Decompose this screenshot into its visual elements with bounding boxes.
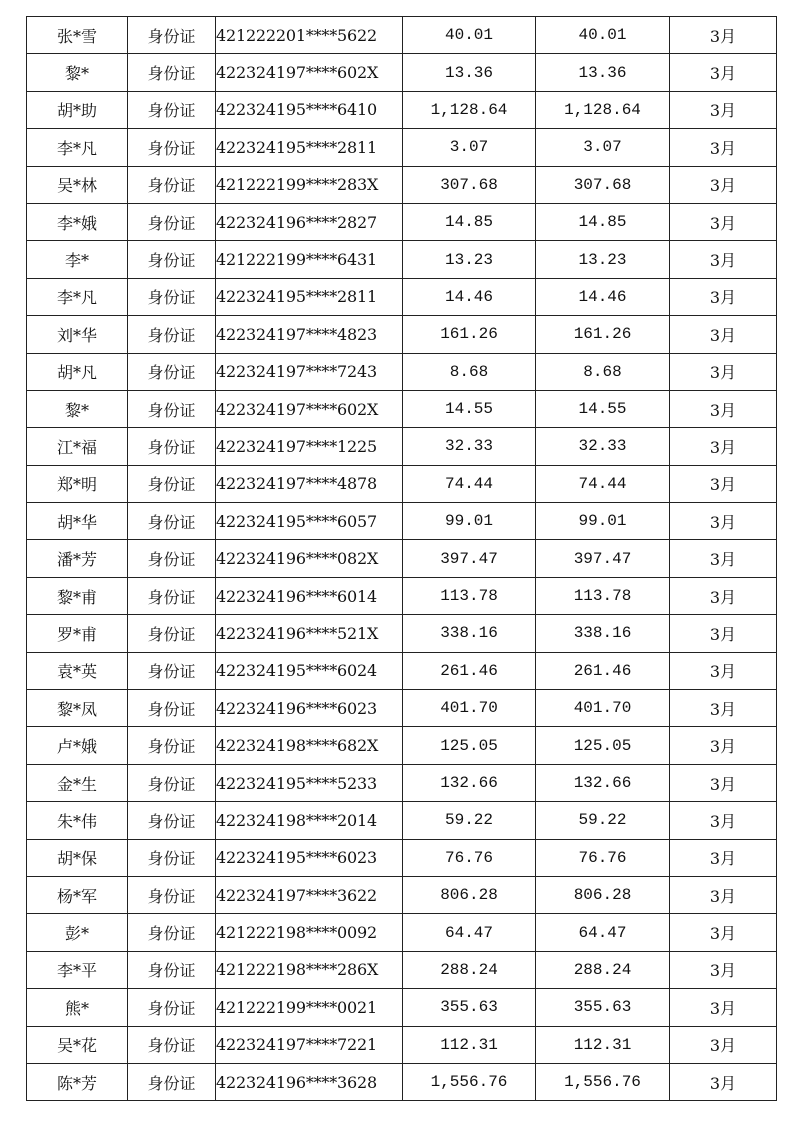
month-cell: 3月	[670, 1026, 777, 1063]
amount-paid-cell: 14.85	[536, 203, 670, 240]
payment-table	[26, 16, 777, 1101]
table-row	[27, 951, 777, 988]
table-row	[27, 989, 777, 1026]
id-number-cell: 422324197****7243	[216, 353, 403, 390]
amount-cell: 307.68	[403, 166, 536, 203]
month-cell: 3月	[670, 914, 777, 951]
table-row	[27, 278, 777, 315]
table-row	[27, 17, 777, 54]
name-cell: 熊*	[27, 989, 128, 1026]
name-cell: 胡*凡	[27, 353, 128, 390]
month-cell: 3月	[670, 1063, 777, 1100]
id-number-cell: 422324197****1225	[216, 428, 403, 465]
table-row	[27, 166, 777, 203]
name-cell: 黎*	[27, 390, 128, 427]
amount-paid-cell: 132.66	[536, 764, 670, 801]
table-row	[27, 615, 777, 652]
table-row	[27, 764, 777, 801]
amount-paid-cell: 8.68	[536, 353, 670, 390]
amount-cell: 112.31	[403, 1026, 536, 1063]
amount-cell: 288.24	[403, 951, 536, 988]
amount-cell: 161.26	[403, 316, 536, 353]
id-number-cell: 421222198****0092	[216, 914, 403, 951]
amount-cell: 40.01	[403, 17, 536, 54]
month-cell: 3月	[670, 203, 777, 240]
amount-cell: 113.78	[403, 577, 536, 614]
name-cell: 黎*	[27, 54, 128, 91]
id-number-cell: 422324195****6057	[216, 503, 403, 540]
month-cell: 3月	[670, 951, 777, 988]
amount-cell: 401.70	[403, 690, 536, 727]
amount-paid-cell: 13.36	[536, 54, 670, 91]
month-cell: 3月	[670, 166, 777, 203]
id-number-cell: 422324196****6023	[216, 690, 403, 727]
table-row	[27, 203, 777, 240]
amount-cell: 32.33	[403, 428, 536, 465]
name-cell: 陈*芳	[27, 1063, 128, 1100]
name-cell: 黎*凤	[27, 690, 128, 727]
amount-cell: 806.28	[403, 876, 536, 913]
id-type-cell: 身份证	[128, 390, 216, 427]
id-type-cell: 身份证	[128, 1026, 216, 1063]
amount-paid-cell: 112.31	[536, 1026, 670, 1063]
amount-paid-cell: 14.55	[536, 390, 670, 427]
name-cell: 张*雪	[27, 17, 128, 54]
table-row	[27, 1026, 777, 1063]
amount-paid-cell: 261.46	[536, 652, 670, 689]
month-cell: 3月	[670, 690, 777, 727]
id-number-cell: 422324197****7221	[216, 1026, 403, 1063]
name-cell: 金*生	[27, 764, 128, 801]
amount-cell: 125.05	[403, 727, 536, 764]
id-number-cell: 421222201****5622	[216, 17, 403, 54]
amount-paid-cell: 59.22	[536, 802, 670, 839]
month-cell: 3月	[670, 17, 777, 54]
table-row	[27, 802, 777, 839]
id-number-cell: 422324196****2827	[216, 203, 403, 240]
id-type-cell: 身份证	[128, 876, 216, 913]
id-number-cell: 422324196****521X	[216, 615, 403, 652]
amount-cell: 14.85	[403, 203, 536, 240]
month-cell: 3月	[670, 652, 777, 689]
table-row	[27, 129, 777, 166]
amount-cell: 13.36	[403, 54, 536, 91]
id-type-cell: 身份证	[128, 17, 216, 54]
name-cell: 黎*甫	[27, 577, 128, 614]
table-row	[27, 54, 777, 91]
id-number-cell: 422324195****6024	[216, 652, 403, 689]
amount-cell: 1,556.76	[403, 1063, 536, 1100]
id-type-cell: 身份证	[128, 54, 216, 91]
amount-cell: 13.23	[403, 241, 536, 278]
amount-cell: 8.68	[403, 353, 536, 390]
id-number-cell: 422324197****602X	[216, 390, 403, 427]
amount-cell: 132.66	[403, 764, 536, 801]
name-cell: 胡*助	[27, 91, 128, 128]
amount-paid-cell: 64.47	[536, 914, 670, 951]
month-cell: 3月	[670, 540, 777, 577]
amount-cell: 338.16	[403, 615, 536, 652]
month-cell: 3月	[670, 876, 777, 913]
amount-paid-cell: 1,556.76	[536, 1063, 670, 1100]
amount-paid-cell: 14.46	[536, 278, 670, 315]
id-number-cell: 422324195****2811	[216, 129, 403, 166]
name-cell: 袁*英	[27, 652, 128, 689]
id-type-cell: 身份证	[128, 428, 216, 465]
table-row	[27, 390, 777, 427]
table-row	[27, 353, 777, 390]
id-number-cell: 422324195****6023	[216, 839, 403, 876]
name-cell: 卢*娥	[27, 727, 128, 764]
id-type-cell: 身份证	[128, 577, 216, 614]
id-number-cell: 422324198****2014	[216, 802, 403, 839]
table-row	[27, 1063, 777, 1100]
table-row	[27, 876, 777, 913]
amount-paid-cell: 401.70	[536, 690, 670, 727]
name-cell: 江*福	[27, 428, 128, 465]
amount-paid-cell: 125.05	[536, 727, 670, 764]
id-number-cell: 422324195****6410	[216, 91, 403, 128]
amount-paid-cell: 355.63	[536, 989, 670, 1026]
name-cell: 吴*花	[27, 1026, 128, 1063]
amount-paid-cell: 3.07	[536, 129, 670, 166]
id-number-cell: 422324195****5233	[216, 764, 403, 801]
amount-cell: 3.07	[403, 129, 536, 166]
amount-paid-cell: 338.16	[536, 615, 670, 652]
name-cell: 李*	[27, 241, 128, 278]
month-cell: 3月	[670, 353, 777, 390]
amount-paid-cell: 1,128.64	[536, 91, 670, 128]
name-cell: 李*平	[27, 951, 128, 988]
id-number-cell: 422324196****6014	[216, 577, 403, 614]
id-type-cell: 身份证	[128, 241, 216, 278]
month-cell: 3月	[670, 989, 777, 1026]
id-number-cell: 422324197****4823	[216, 316, 403, 353]
amount-cell: 99.01	[403, 503, 536, 540]
id-number-cell: 422324197****4878	[216, 465, 403, 502]
amount-paid-cell: 32.33	[536, 428, 670, 465]
id-number-cell: 422324197****602X	[216, 54, 403, 91]
table-row	[27, 316, 777, 353]
amount-cell: 59.22	[403, 802, 536, 839]
table-row	[27, 577, 777, 614]
name-cell: 彭*	[27, 914, 128, 951]
id-number-cell: 421222198****286X	[216, 951, 403, 988]
id-type-cell: 身份证	[128, 503, 216, 540]
id-number-cell: 422324197****3622	[216, 876, 403, 913]
amount-paid-cell: 288.24	[536, 951, 670, 988]
id-type-cell: 身份证	[128, 91, 216, 128]
id-type-cell: 身份证	[128, 690, 216, 727]
id-type-cell: 身份证	[128, 278, 216, 315]
amount-paid-cell: 13.23	[536, 241, 670, 278]
name-cell: 罗*甫	[27, 615, 128, 652]
id-number-cell: 421222199****0021	[216, 989, 403, 1026]
id-type-cell: 身份证	[128, 839, 216, 876]
month-cell: 3月	[670, 428, 777, 465]
id-type-cell: 身份证	[128, 989, 216, 1026]
name-cell: 朱*伟	[27, 802, 128, 839]
amount-paid-cell: 113.78	[536, 577, 670, 614]
name-cell: 潘*芳	[27, 540, 128, 577]
id-type-cell: 身份证	[128, 465, 216, 502]
month-cell: 3月	[670, 465, 777, 502]
amount-paid-cell: 397.47	[536, 540, 670, 577]
name-cell: 胡*保	[27, 839, 128, 876]
table-row	[27, 914, 777, 951]
month-cell: 3月	[670, 278, 777, 315]
id-type-cell: 身份证	[128, 914, 216, 951]
amount-paid-cell: 806.28	[536, 876, 670, 913]
id-type-cell: 身份证	[128, 727, 216, 764]
month-cell: 3月	[670, 615, 777, 652]
month-cell: 3月	[670, 241, 777, 278]
id-number-cell: 422324195****2811	[216, 278, 403, 315]
month-cell: 3月	[670, 503, 777, 540]
month-cell: 3月	[670, 316, 777, 353]
amount-cell: 74.44	[403, 465, 536, 502]
table-row	[27, 241, 777, 278]
amount-paid-cell: 40.01	[536, 17, 670, 54]
table-row	[27, 652, 777, 689]
table-row	[27, 690, 777, 727]
table-body	[27, 17, 777, 1101]
id-number-cell: 421222199****283X	[216, 166, 403, 203]
id-type-cell: 身份证	[128, 353, 216, 390]
amount-paid-cell: 161.26	[536, 316, 670, 353]
name-cell: 胡*华	[27, 503, 128, 540]
amount-cell: 14.46	[403, 278, 536, 315]
amount-cell: 397.47	[403, 540, 536, 577]
table-row	[27, 465, 777, 502]
month-cell: 3月	[670, 764, 777, 801]
month-cell: 3月	[670, 54, 777, 91]
id-type-cell: 身份证	[128, 129, 216, 166]
name-cell: 李*凡	[27, 129, 128, 166]
amount-paid-cell: 307.68	[536, 166, 670, 203]
id-number-cell: 421222199****6431	[216, 241, 403, 278]
month-cell: 3月	[670, 129, 777, 166]
name-cell: 郑*明	[27, 465, 128, 502]
month-cell: 3月	[670, 390, 777, 427]
table-row	[27, 540, 777, 577]
name-cell: 杨*军	[27, 876, 128, 913]
id-type-cell: 身份证	[128, 615, 216, 652]
amount-paid-cell: 74.44	[536, 465, 670, 502]
name-cell: 李*娥	[27, 203, 128, 240]
table-row	[27, 91, 777, 128]
amount-paid-cell: 76.76	[536, 839, 670, 876]
month-cell: 3月	[670, 839, 777, 876]
amount-cell: 355.63	[403, 989, 536, 1026]
amount-cell: 14.55	[403, 390, 536, 427]
id-number-cell: 422324196****3628	[216, 1063, 403, 1100]
month-cell: 3月	[670, 91, 777, 128]
id-type-cell: 身份证	[128, 316, 216, 353]
id-type-cell: 身份证	[128, 652, 216, 689]
id-number-cell: 422324198****682X	[216, 727, 403, 764]
table-row	[27, 727, 777, 764]
id-type-cell: 身份证	[128, 1063, 216, 1100]
name-cell: 吴*林	[27, 166, 128, 203]
amount-cell: 1,128.64	[403, 91, 536, 128]
month-cell: 3月	[670, 802, 777, 839]
id-number-cell: 422324196****082X	[216, 540, 403, 577]
amount-cell: 261.46	[403, 652, 536, 689]
id-type-cell: 身份证	[128, 764, 216, 801]
table-row	[27, 503, 777, 540]
table-row	[27, 428, 777, 465]
name-cell: 李*凡	[27, 278, 128, 315]
month-cell: 3月	[670, 727, 777, 764]
id-type-cell: 身份证	[128, 166, 216, 203]
amount-cell: 64.47	[403, 914, 536, 951]
id-type-cell: 身份证	[128, 951, 216, 988]
amount-cell: 76.76	[403, 839, 536, 876]
id-type-cell: 身份证	[128, 802, 216, 839]
name-cell: 刘*华	[27, 316, 128, 353]
month-cell: 3月	[670, 577, 777, 614]
id-type-cell: 身份证	[128, 203, 216, 240]
table-row	[27, 839, 777, 876]
amount-paid-cell: 99.01	[536, 503, 670, 540]
id-type-cell: 身份证	[128, 540, 216, 577]
